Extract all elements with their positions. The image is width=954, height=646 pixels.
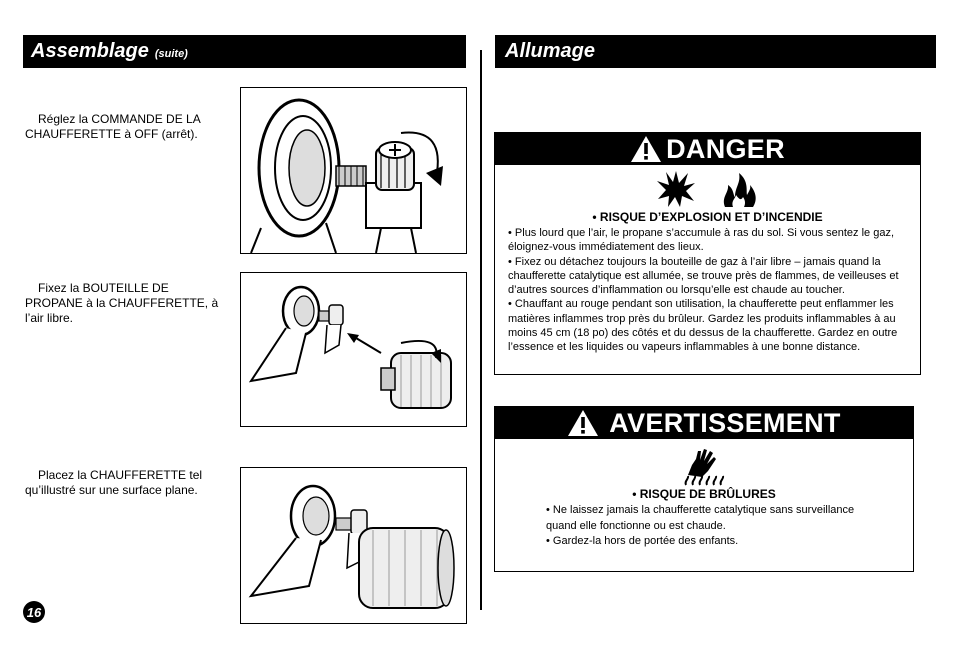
avertissement-signal-word: AVERTISSEMENT: [609, 407, 841, 438]
heater-knob-illustration: [240, 87, 467, 254]
explosion-icon: [656, 169, 696, 209]
avertissement-header: [495, 407, 913, 439]
step-2-text: Fixez la BOUTEILLE DE PROPANE à la CHAUFFERETTE, à l’air libre.: [25, 281, 219, 325]
assemblage-title: Assemblage: [31, 40, 149, 62]
step-1-text: Réglez la COMMANDE DE LA CHAUFFERETTE à OFF (arrêt).: [25, 112, 201, 141]
assemblage-subtitle: (suite): [154, 48, 188, 60]
danger-item: • Plus lourd que l’air, le propane s’accumule à ras du sol. Si vous sentez le gaz, éloignez-vous immédiatement des lieux.: [508, 227, 895, 254]
column-divider: [480, 50, 482, 610]
danger-signal-word: DANGER: [666, 133, 785, 164]
danger-item: • Chauffant au rouge pendant son utilisation, la chaufferette peut enflammer les matières inflammes trop près du brûleur. Gardez les produits inflammables à au moins 45 cm (18 po) des côtés et du dessus de la chaufferette. Gardez en outre l’essence et les liquides ou vapeurs inflammables à une bonne distance.: [508, 298, 898, 354]
step-3-text: Placez la CHAUFFERETTE tel qu’illustré sur une surface plane.: [25, 468, 203, 497]
fire-icon: [719, 169, 759, 209]
attach-cylinder-illustration: [240, 272, 467, 427]
burn-hand-icon: [682, 445, 726, 487]
warning-triangle-icon: [630, 135, 662, 163]
danger-pictograms: [495, 169, 920, 209]
allumage-header: [495, 35, 936, 68]
avertissement-pictograms: [495, 445, 913, 487]
danger-item: • Fixez ou détachez toujours la bouteille de gaz à l’air libre – jamais quand la chaufferette catalytique est allumée, se trouve près de flammes, de veilleuses et d’autres sources d’inflammation ou lorsqu’elle est chaude au toucher.: [508, 255, 899, 297]
avertissement-text: [495, 501, 913, 550]
danger-box: [494, 132, 921, 375]
allumage-title: Allumage: [505, 40, 596, 62]
warning-triangle-icon: [567, 409, 599, 437]
avertissement-box: [494, 406, 914, 572]
heater-placed-illustration: [240, 467, 467, 624]
danger-hazard: • RISQUE D’EXPLOSION ET D’INCENDIE: [592, 210, 823, 224]
avertissement-hazard: • RISQUE DE BRÛLURES: [632, 487, 776, 501]
avertissement-item: • Gardez-la hors de portée des enfants.: [546, 535, 739, 548]
page-number: 16: [23, 601, 45, 623]
avertissement-item: • Ne laissez jamais la chaufferette catalytique sans surveillance quand elle fonctionne ou est chaude.: [546, 504, 855, 532]
danger-text: [495, 224, 920, 355]
assemblage-header: [23, 35, 466, 68]
danger-header: [495, 133, 920, 165]
